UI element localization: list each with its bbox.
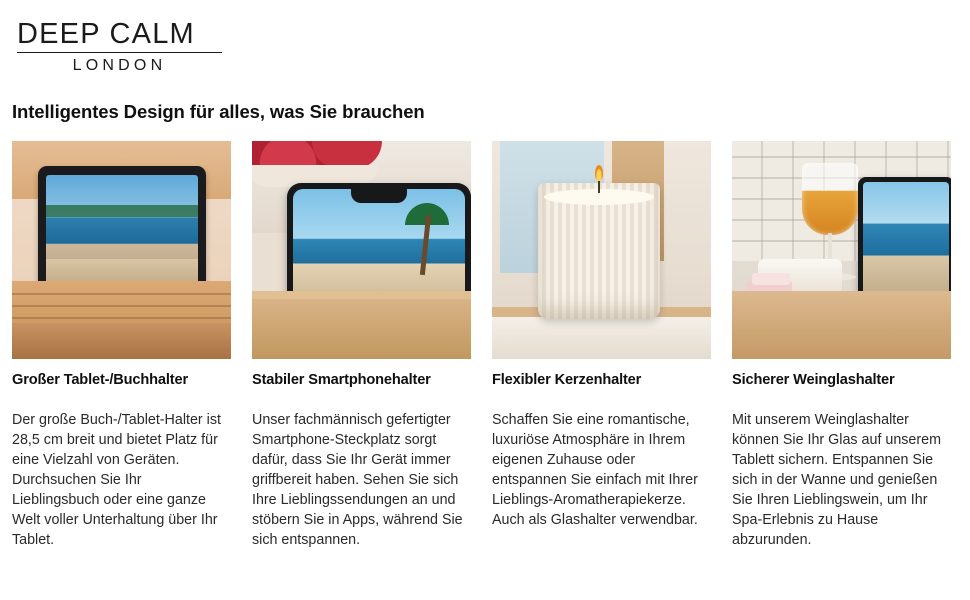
tablet-holder-image (12, 141, 231, 359)
feature-card-body: Mit unserem Weinglashalter können Sie Ihr Glas auf unserem Tablett sichern. Entspannen Sie sich in der Wanne und genießen Sie Ihren Lieblingswein, um Ihr Spa-Erlebnis zu Hause abzurunden. (732, 412, 942, 549)
smartphone-holder-image (252, 141, 471, 359)
feature-card (492, 141, 711, 550)
feature-cards (12, 141, 958, 550)
feature-card (12, 141, 231, 550)
feature-card-body: Unser fachmännisch gefertigter Smartphone-Steckplatz sorgt dafür, dass Sie Ihr Gerät immer griffbereit haben. Sehen Sie sich Ihre Lieblingssendungen an und stöbern Sie in Apps, während Sie sich entspannen. (252, 412, 463, 549)
feature-card-body: Schaffen Sie eine romantische, luxuriöse Atmosphäre in Ihrem eigenen Zuhause oder entspannen Sie einfach mit Ihrer Lieblings-Aromatherapiekerze. Auch als Glashalter verwendbar. (492, 412, 698, 529)
feature-card-title: Großer Tablet-/Buchhalter (12, 372, 188, 389)
section-heading: Intelligentes Design für alles, was Sie brauchen (12, 101, 425, 123)
brand-location: LONDON (17, 52, 222, 75)
feature-card (732, 141, 951, 550)
wine-glass-holder-image (732, 141, 951, 359)
candle-holder-image (492, 141, 711, 359)
brand-name: DEEP CALM (17, 18, 195, 50)
feature-card-title: Stabiler Smartphonehalter (252, 372, 431, 389)
feature-card-body: Der große Buch-/Tablet-Halter ist 28,5 cm breit und bietet Platz für eine Vielzahl von Geräten. Durchsuchen Sie Ihr Lieblingsbuch oder eine ganze Welt voller Unterhaltung über Ihr Tablet. (12, 412, 221, 549)
feature-card (252, 141, 471, 550)
brand-logo (12, 0, 958, 75)
feature-card-title: Sicherer Weinglashalter (732, 372, 895, 389)
feature-card-title: Flexibler Kerzenhalter (492, 372, 642, 389)
